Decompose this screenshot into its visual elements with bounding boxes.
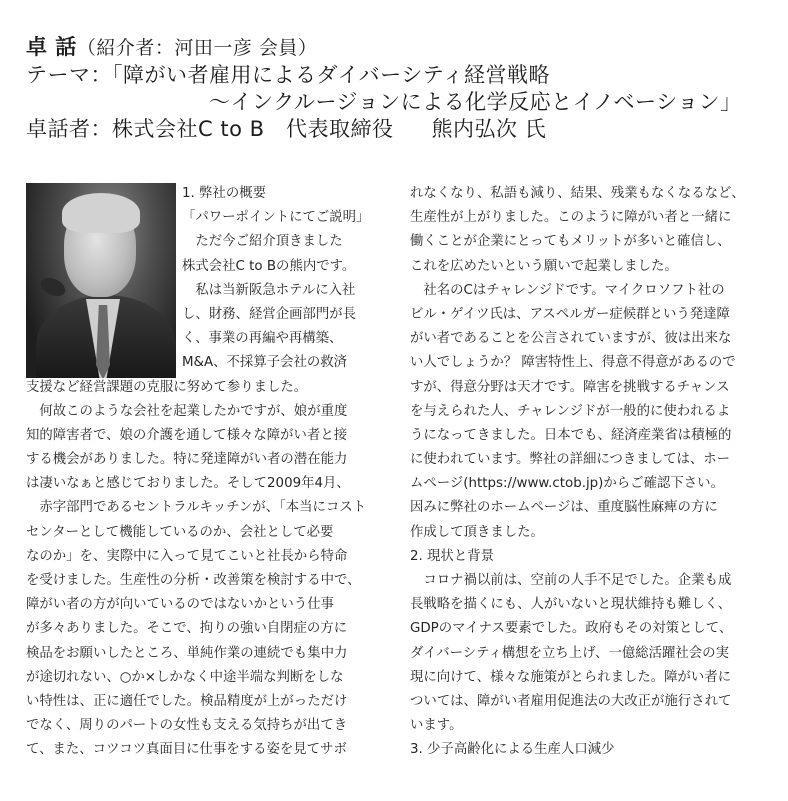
body-text-line: 2. 現状と背景 [410, 548, 494, 564]
page-title: 卓 話 [26, 35, 77, 59]
body-text-line: 何故このような会社を起業したかですが、娘が重度 [26, 403, 348, 419]
body-text-line: 障がい者の方が向いているのではないかという仕事 [26, 597, 334, 613]
body-text-line: ビル・ゲイツ氏は、アスペルガー症候群という発達障 [410, 306, 730, 322]
body-text-line: し、財務、経営企画部門が長 [182, 306, 357, 322]
introducer-note: （紹介者：河田一彦 会員） [76, 37, 318, 59]
body-text-line: 株式会社C to Bの熊内です。 [182, 258, 356, 274]
body-text-line: が途切れない、○か×しかなく中途半端な判断をしな [26, 669, 344, 685]
body-text-line: 現に向けて、様々な施策がとられました。障がい者に [410, 669, 732, 685]
body-text-line: います。 [410, 718, 463, 734]
body-text-line: でなく、周りのパートの女性も支える気持ちが出てき [26, 718, 348, 734]
body-text-line: ついては、障がい者雇用促進法の大改正が施行されて [410, 693, 732, 709]
body-text-line: 1. 弊社の概要 [182, 186, 266, 201]
body-text-line: 赤字部門であるセントラルキッチンが、「本当にコスト [26, 500, 367, 516]
body-text-line: 支援など経営課題の克服に努めて参りました。 [26, 379, 308, 395]
body-text-line: センターとして機能しているのか、会社として必要 [26, 524, 334, 540]
body-text-line: 私は当新阪急ホテルに入社 [182, 282, 356, 298]
body-text-line: すが、得意分野は天才です。障害を挑戦するチャンス [410, 379, 730, 395]
body-text-line: うになってきました。日本でも、経済産業省は積極的 [410, 427, 732, 443]
theme-line-2: ～インクルージョンによる化学反応とイノベーション」 [209, 90, 742, 114]
body-text-line: 働くことが企業にとってもメリットが多いと確信し、 [410, 234, 731, 250]
article-header [26, 34, 766, 143]
body-text-line: なのか」を、実際中に入って見てこいと社長から特命 [26, 548, 348, 564]
body-text-line: 知的障害者で、娘の介護を通して様々な障がい者と接 [26, 427, 348, 443]
theme-line-1: テーマ：「障がい者雇用によるダイバーシティ経営戦略 [26, 63, 551, 87]
body-text-line: 検品をお願いしたところ、単純作業の連続でも集中力 [26, 645, 348, 661]
body-text-line: がい者であることを公言されていますが、彼は出来な [410, 331, 732, 347]
body-text-line: 生産性が上がりました。このように障がい者と一緒に [410, 210, 732, 226]
body-text-line: い人でしょうか？ 障害特性上、得意不得意があるので [410, 355, 736, 371]
body-text-line: ムページ(https://www.ctob.jp)からご確認下さい。 [410, 476, 724, 492]
body-text-line: が多々ありました。そこで、拘りの強い自閉症の方に [26, 621, 348, 637]
body-text-line: れなくなり、私語も減り、結果、残業もなくなるなど、 [410, 186, 745, 201]
body-text-line: コロナ禍以前は、空前の人手不足でした。企業も成 [410, 573, 732, 588]
body-text-line: 作成して頂きました。 [410, 524, 544, 540]
body-text-line: く、事業の再編や再構築、 [182, 331, 343, 347]
body-text-line: 3. 少子高齢化による生産人口減少 [410, 742, 615, 758]
body-text-line: を受けました。生産性の分析・改善策を検討する中で、 [26, 573, 361, 588]
body-text-line: を与えられた人、チャレンジドが一般的に使われるよ [410, 403, 731, 419]
body-text-line: ただ今ご紹介頂きました [182, 234, 343, 250]
body-text-line: は凄いなぁと感じておりました。そして2009年4月、 [26, 476, 350, 492]
body-text-line: 長戦略を描くにも、人がいないと現状維持も難しく、 [410, 597, 732, 613]
header-title-line [26, 34, 766, 62]
speaker-line [26, 116, 766, 143]
body-text-line: これを広めたいという願いで起業しました。 [410, 258, 678, 274]
body-text-line: 「パワーポイントにてご説明」 [182, 210, 370, 226]
speaker-affiliation: 卓話者：株式会社C to B 代表取締役 [26, 117, 394, 141]
body-text-line: 因みに弊社のホームページは、重度脳性麻痺の方に [410, 500, 718, 516]
body-text-line: ダイバーシティ構想を立ち上げ、一億総活躍社会の実 [410, 645, 729, 661]
body-text-line: 社名のCはチャレンジドです。マイクロソフト社の [410, 282, 725, 298]
body-text-line: い特性は、正に適任でした。検品精度が上がっただけ [26, 693, 348, 709]
body-text-line: M&A、不採算子会社の救済 [182, 355, 348, 371]
speaker-name: 熊内弘次 氏 [431, 117, 547, 141]
body-text-line: て、また、コツコツ真面目に仕事をする姿を見てサボ [26, 742, 347, 758]
body-text-line: GDPのマイナス要素でした。政府もその対策として、 [410, 621, 733, 637]
right-column [410, 182, 762, 763]
left-column [26, 182, 378, 763]
body-text-line: に使われています。弊社の詳細につきましては、ホー [410, 452, 731, 468]
body-text-line: する機会がありました。特に発達障がい者の潜在能力 [26, 452, 348, 468]
